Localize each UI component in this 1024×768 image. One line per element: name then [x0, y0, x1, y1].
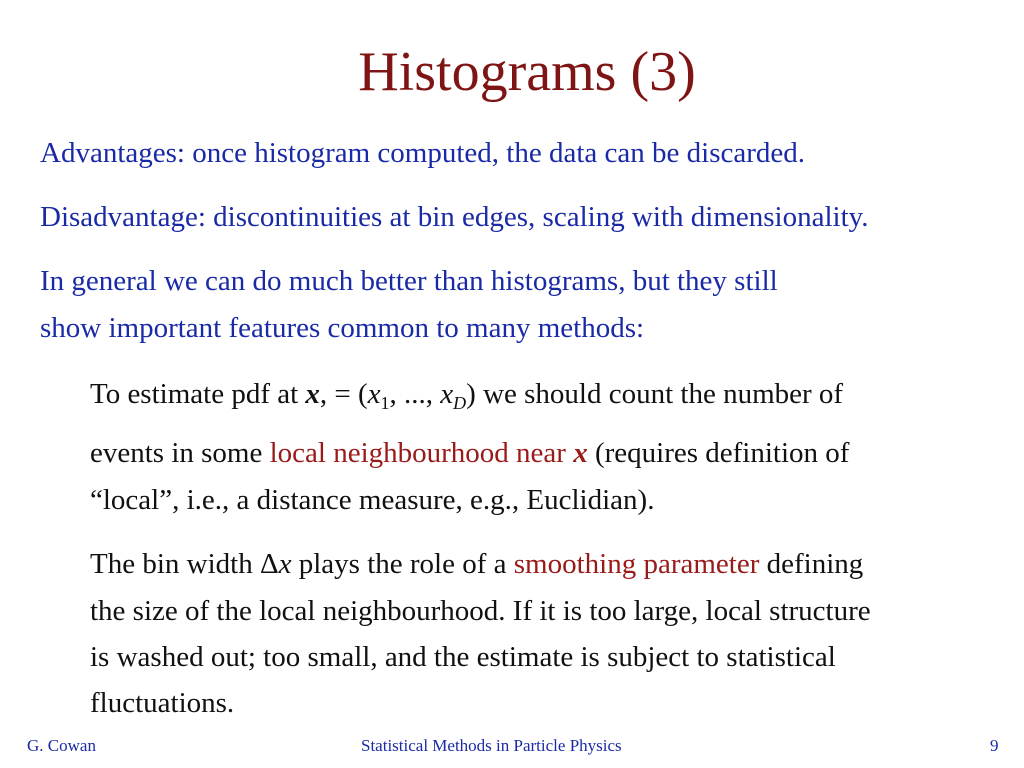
text-span: , = (	[319, 378, 368, 410]
text-span: (requires definition of	[587, 437, 850, 469]
general-text-line-1: In general we can do much better than histograms, but they still	[40, 265, 778, 297]
subscript-D: D	[453, 393, 467, 413]
text-span: defining	[759, 548, 864, 580]
highlight-smoothing-parameter: smoothing parameter	[513, 548, 760, 580]
math-xD: x	[440, 378, 454, 410]
pdf-estimate-line-2	[90, 430, 849, 476]
highlight-local-neighbourhood: local neighbourhood near	[269, 437, 574, 469]
slide-title: Histograms (3)	[358, 41, 696, 103]
pdf-estimate-line-1	[90, 371, 843, 417]
text-span: To estimate pdf at	[90, 378, 306, 410]
text-span: The bin width Δ	[90, 548, 279, 580]
math-x: x	[573, 437, 588, 469]
general-text-line-2: show important features common to many methods:	[40, 312, 645, 344]
subscript-1: 1	[380, 393, 390, 413]
footer-course: Statistical Methods in Particle Physics	[361, 736, 622, 755]
pdf-estimate-line-3: “local”, i.e., a distance measure, e.g., Euclidian).	[90, 484, 655, 516]
text-span: plays the role of a	[291, 548, 514, 580]
math-x: x	[278, 548, 292, 580]
bin-width-line-4: fluctuations.	[90, 687, 235, 719]
footer-page-number: 9	[990, 736, 999, 755]
disadvantage-text: Disadvantage: discontinuities at bin edges, scaling with dimensionality.	[40, 201, 869, 233]
text-span: ) we should count the number of	[466, 378, 844, 410]
math-x: x	[305, 378, 320, 410]
footer-author: G. Cowan	[27, 736, 96, 755]
bin-width-line-1	[90, 541, 863, 587]
advantages-text: Advantages: once histogram computed, the data can be discarded.	[40, 137, 806, 169]
text-span: , ...,	[389, 378, 441, 410]
math-x1: x	[367, 378, 381, 410]
text-span: events in some	[90, 437, 270, 469]
bin-width-line-3: is washed out; too small, and the estimate is subject to statistical	[90, 641, 836, 673]
bin-width-line-2: the size of the local neighbourhood. If it is too large, local structure	[90, 595, 871, 627]
